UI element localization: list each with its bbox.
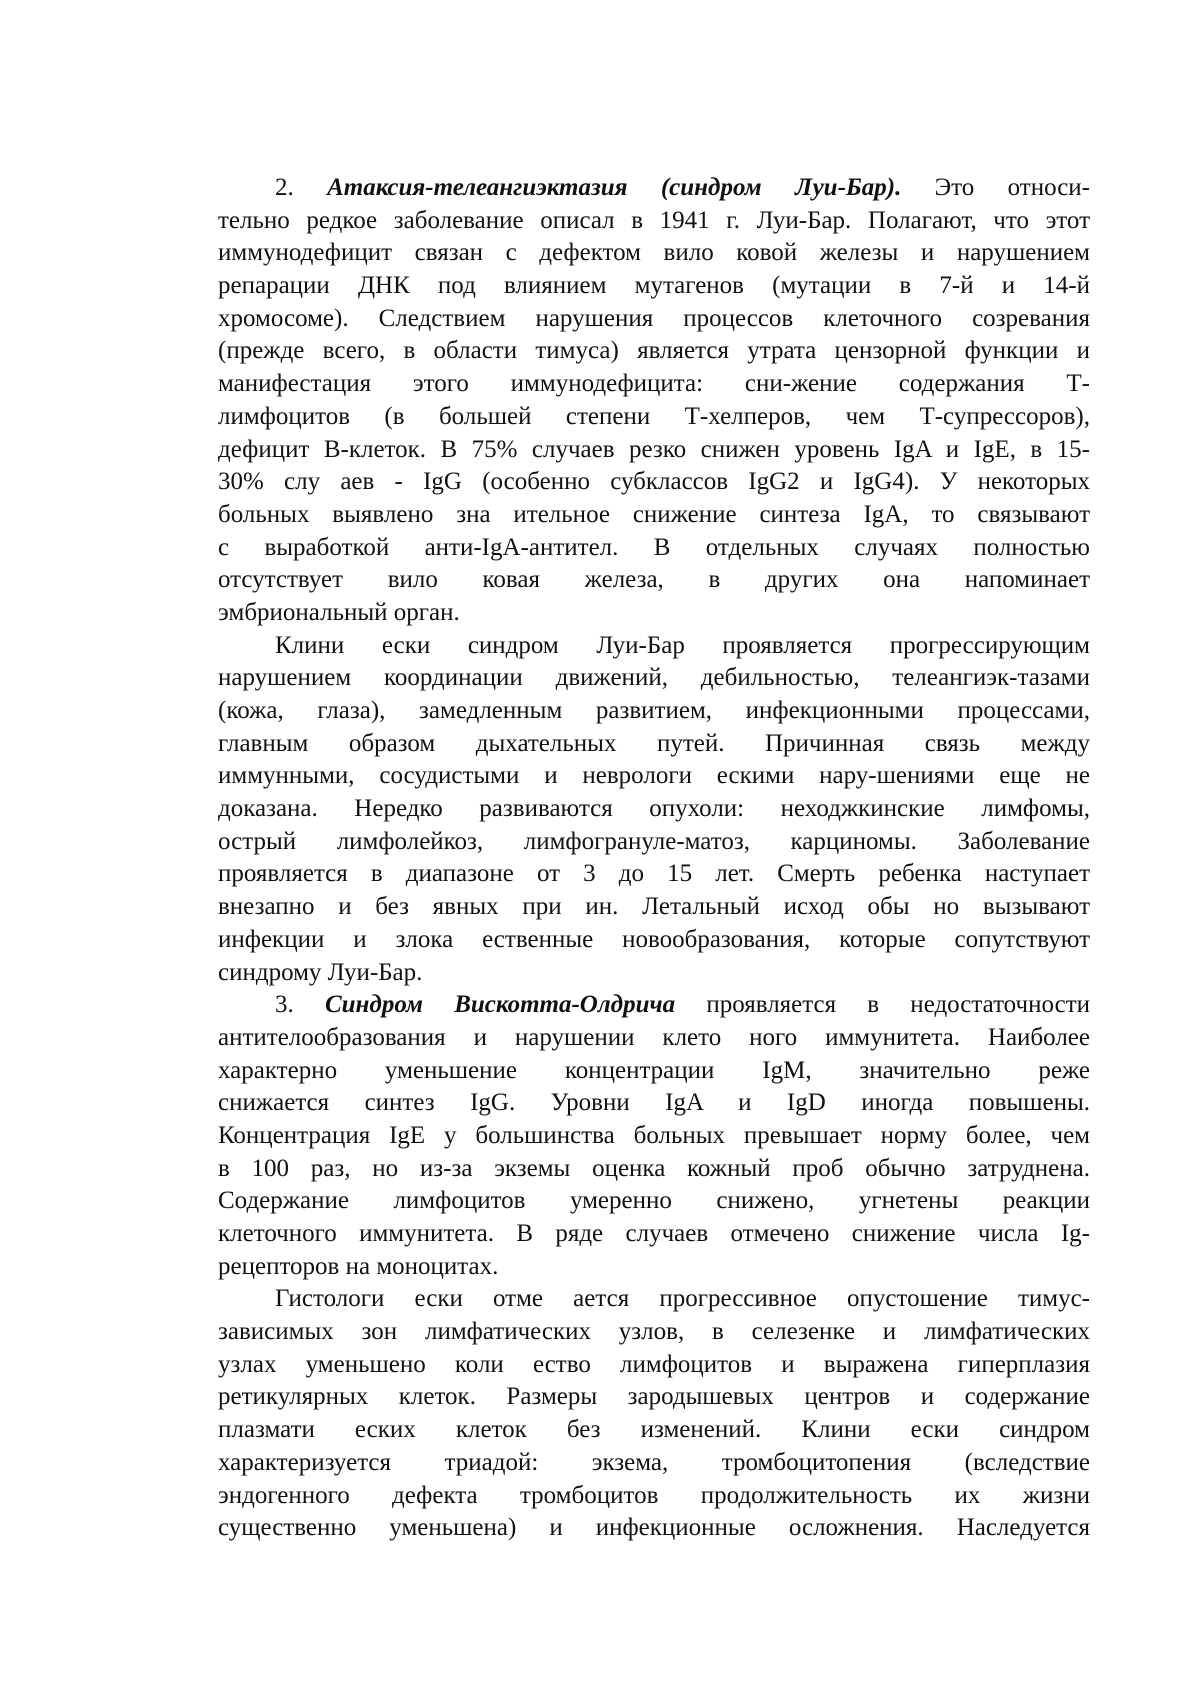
section-heading-term: Атаксия-телеангиэктазия (синдром Луи-Бар). xyxy=(327,174,902,201)
text-line: (прежде всего, в области тимуса) является утрата цензорной функции и xyxy=(218,337,1090,365)
text-line: Гистологи ески отме ается прогрессивное опустошение тимус- xyxy=(275,1285,1090,1313)
text-line: (кожа, глаза), замедленным развитием, инфекционными процессами, xyxy=(218,697,1090,724)
text-line: тельно редкое заболевание описал в 1941 г. Луи-Бар. Полагают, что этот xyxy=(218,206,1090,234)
document-body xyxy=(218,172,1090,1545)
text-line: иммунными, сосудистыми и неврологи ескими нару-шениями еще не xyxy=(218,762,1090,790)
text-line: существенно уменьшена) и инфекционные осложнения. Наследуется xyxy=(218,1514,1090,1542)
text-line: Содержание лимфоцитов умеренно снижено, угнетены реакции xyxy=(218,1187,1090,1215)
text-line: острый лимфолейкоз, лимфогрануле-матоз, карциномы. Заболевание xyxy=(218,827,1090,855)
text-line: характеризуется триадой: экзема, тромбоцитопения (вследствие xyxy=(218,1448,1090,1476)
text-line: инфекции и злока ественные новообразования, которые сопутствуют xyxy=(218,925,1090,953)
text-line: с выработкой анти-IgA-антител. В отдельных случаях полностью xyxy=(218,533,1090,561)
text-line: Клини ески синдром Луи-Бар проявляется прогрессирующим xyxy=(275,631,1090,659)
text-line: синдрому Луи-Бар. xyxy=(218,958,423,986)
text-line: больных выявлено зна ительное снижение синтеза IgA, то связывают xyxy=(218,500,1090,528)
text-line: эмбриональный орган. xyxy=(218,598,460,626)
text-line: нарушением координации движений, дебильностью, телеангиэк-тазами xyxy=(218,664,1090,692)
text-line: иммунодефицит связан с дефектом вило ковой железы и нарушением xyxy=(218,239,1090,267)
paragraph xyxy=(218,630,1090,990)
text-line: репарации ДНК под влиянием мутагенов (мутации в 7-й и 14-й xyxy=(218,272,1090,300)
text-line: характерно уменьшение концентрации IgM, значительно реже xyxy=(218,1056,1090,1084)
text-line: ретикулярных клеток. Размеры зародышевых центров и содержание xyxy=(218,1383,1090,1411)
text-run: проявляется в недостаточности xyxy=(675,991,1090,1019)
text-line: главным образом дыхательных путей. Причинная связь между xyxy=(218,729,1090,757)
text-line: доказана. Нередко развиваются опухоли: неходжкинские лимфомы, xyxy=(218,795,1090,823)
text-line: клеточного иммунитета. В ряде случаев отмечено снижение числа Ig- xyxy=(218,1220,1090,1247)
text-line: Концентрация IgE у большинства больных превышает норму более, чем xyxy=(218,1121,1090,1149)
text-line: проявляется в диапазоне от 3 до 15 лет. Смерть ребенка наступает xyxy=(218,860,1090,888)
section-heading-term: Синдром Вискотта-Олдрича xyxy=(324,991,676,1019)
text-line: антителообразования и нарушении клето ного иммунитета. Наиболее xyxy=(218,1023,1090,1051)
paragraph xyxy=(218,172,1090,630)
text-run: Это относи- xyxy=(901,174,1090,201)
text-line: лимфоцитов (в большей степени Т-хелперов, чем Т-супрессоров), xyxy=(218,402,1090,430)
text-run: 3. xyxy=(275,991,325,1019)
text-line: хромосоме). Следствием нарушения процессов клеточного созревания xyxy=(218,304,1090,332)
text-line: узлах уменьшено коли ество лимфоцитов и выражена гиперплазия xyxy=(218,1350,1090,1378)
text-line: дефицит В-клеток. В 75% случаев резко снижен уровень IgA и IgE, в 15- xyxy=(218,435,1090,463)
text-line: рецепторов на моноцитах. xyxy=(218,1252,499,1280)
text-line: манифестация этого иммунодефицита: сни-жение содержания Т- xyxy=(218,370,1090,398)
text-line: снижается синтез IgG. Уровни IgA и IgD иногда повышены. xyxy=(218,1089,1090,1117)
text-line: эндогенного дефекта тромбоцитов продолжительность их жизни xyxy=(218,1481,1090,1509)
text-line: внезапно и без явных при ин. Летальный исход обы но вызывают xyxy=(218,893,1090,921)
text-line: плазмати еских клеток без изменений. Клини ески синдром xyxy=(218,1416,1090,1444)
paragraph xyxy=(218,989,1090,1283)
text-line: в 100 раз, но из-за экземы оценка кожный проб обычно затруднена. xyxy=(218,1154,1090,1182)
text-run: 2. xyxy=(275,174,328,201)
text-line: 30% слу аев - IgG (особенно субклассов IgG2 и IgG4). У некоторых xyxy=(218,468,1090,496)
text-line xyxy=(218,989,1090,1022)
text-line: зависимых зон лимфатических узлов, в селезенке и лимфатических xyxy=(218,1318,1090,1346)
paragraph xyxy=(218,1283,1090,1545)
text-line: отсутствует вило ковая железа, в других она напоминает xyxy=(218,566,1090,594)
text-line xyxy=(218,172,1090,205)
